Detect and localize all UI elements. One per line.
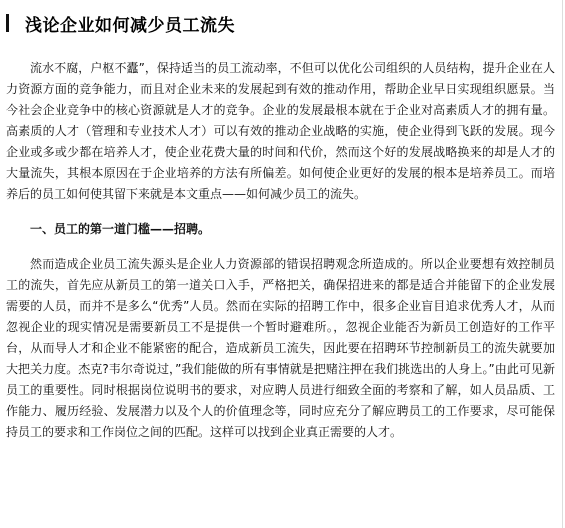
section-heading-recruitment: 一、员工的第一道门槛——招聘。 xyxy=(30,222,211,236)
section-body-recruitment: 然而造成企业员工流失源头是企业人力资源部的错误招聘观念所造成的。所以企业要想有效控制员工的流失，首先应从新员工的第一道关口入手，严格把关，确保招进来的都是适合并能留下的企业发展需要的人员，而并不是多么“优秀”人员。然而在实际的招聘工作中，很多企业盲目追求优秀人才，从而忽视企业的现实情况是需要新员工不是提供一个暂时避难所。，忽视企业能否为新员工创造好的工作平台，从而导人才和企业不能紧密的配合，造成新员工流失，因此要在招聘环节控制新员工的流失就要加大把关力度。杰克?韦尔奇说过，”我们能做的所有事情就是把赌注押在我们挑选出的人身上。”由此可见新员工的重要性。同时根据岗位说明书的要求，对应聘人员进行细致全面的考察和了解，如人员品质、工作能力、履历经验、发展潜力以及个人的价值理念等，同时应充分了解应聘员工的工作要求，尽可能保持员工的要求和工作岗位之间的匹配。这样可以找到企业真正需要的人才。 xyxy=(6,257,555,439)
article-title: 浅论企业如何减少员工流失 xyxy=(25,15,235,36)
intro-paragraph: 流水不腐，户枢不蠹”，保持适当的员工流动率，不但可以优化公司组织的人员结构，提升企业在人力资源方面的竞争能力，而且对企业未来的发展起到有效的推动作用，帮助企业早日实现组织愿景。当今社会企业竞争中的核心资源就是人才的竞争。企业的发展最根本就在于企业对高素质人才的拥有量。高素质的人才（管理和专业技术人才）可以有效的推动企业战略的实施，使企业得到飞跃的发展。现今企业或多或少都在培养人才，使企业花费大量的时间和代价，然而这个好的发展战略换来的却是人才的大量流失，其根本原因在于企业培养的方法有所偏差。如何使企业更好的发展的根本是培养员工。而培养后的员工如何使其留下来就是本文重点——如何减少员工的流失。 xyxy=(6,61,555,201)
page-edge-divider xyxy=(562,0,563,528)
title-row xyxy=(6,8,555,38)
title-accent-bar xyxy=(6,14,9,32)
